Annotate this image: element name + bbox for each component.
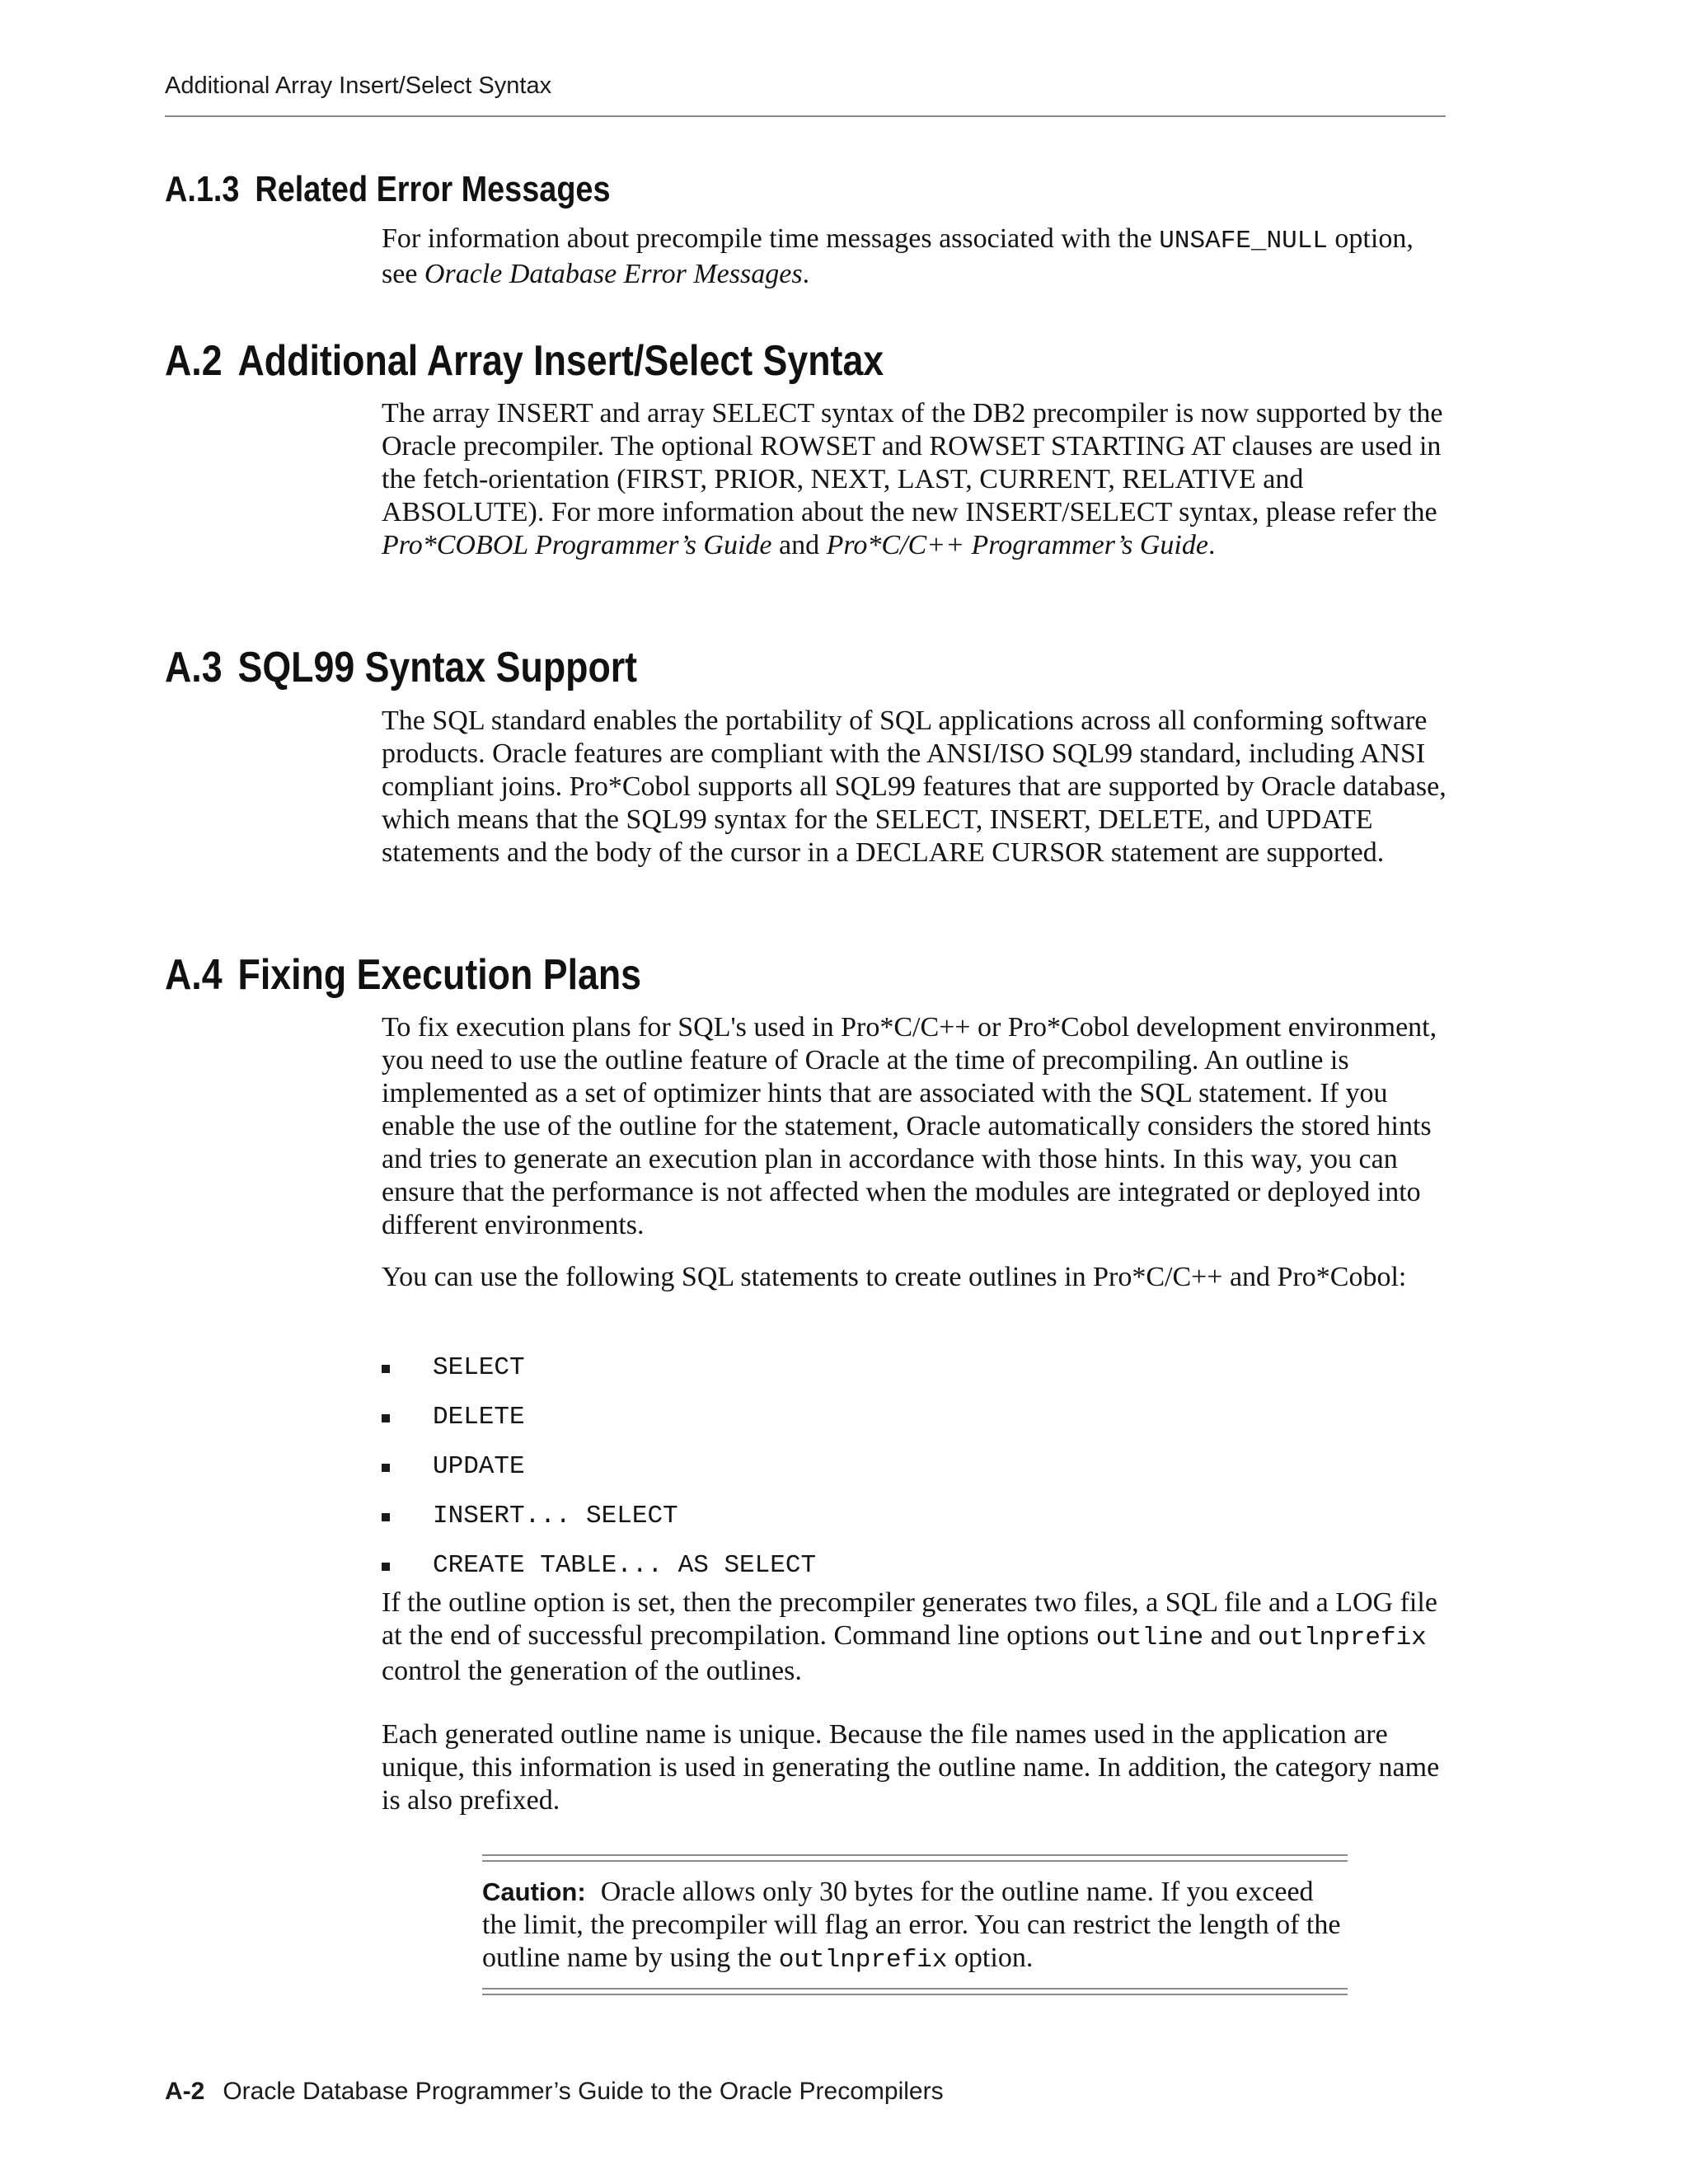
page-footer	[165, 2078, 944, 2106]
a3-body	[382, 705, 1453, 869]
heading-a13	[165, 169, 611, 210]
book-title: Oracle Database Programmer’s Guide to the Oracle Precompilers	[223, 2078, 944, 2105]
statement-text: INSERT... SELECT	[433, 1502, 678, 1530]
text-run: Oracle allows only 30 bytes for the outline name. If you exceed the limit, the precompiler will flag an error. You can restrict the length of the outline name by using the	[482, 1877, 1341, 1973]
text-run: .	[802, 259, 810, 289]
text-run: option, see	[382, 223, 1414, 289]
caution-top-rule-inner	[482, 1860, 1348, 1862]
a4-body-1	[382, 1011, 1453, 1242]
caution-label: Caution:	[482, 1877, 586, 1906]
code-outlnprefix: outlnprefix	[1258, 1624, 1427, 1652]
a4-paragraph-4: Each generated outline name is unique. Because the file names used in the application are unique, this information is used in generating the outline name. In addition, the category name is also prefixed.	[382, 1719, 1440, 1816]
heading-a4	[165, 950, 641, 1000]
bullet-square-icon	[382, 1464, 390, 1472]
ref-procobol-guide: Pro*COBOL Programmer’s Guide	[382, 530, 772, 560]
heading-a4-number: A.4	[165, 951, 223, 999]
a13-body	[382, 223, 1453, 291]
a4-paragraph-3	[382, 1586, 1453, 1688]
heading-a3	[165, 643, 637, 692]
caution-top-rule	[482, 1854, 1348, 1856]
text-run: option.	[947, 1943, 1034, 1973]
a13-paragraph	[382, 223, 1453, 291]
bullet-square-icon	[382, 1365, 390, 1373]
heading-a4-title: Fixing Execution Plans	[237, 951, 642, 999]
code-unsafe-null: UNSAFE_NULL	[1159, 227, 1328, 255]
heading-a13-title: Related Error Messages	[255, 169, 611, 209]
statement-text: SELECT	[433, 1353, 525, 1382]
statement-text: DELETE	[433, 1403, 525, 1432]
bullet-square-icon	[382, 1414, 390, 1422]
bullet-square-icon	[382, 1563, 390, 1571]
ref-error-messages: Oracle Database Error Messages	[424, 259, 803, 289]
caution-bottom-rule	[482, 1994, 1348, 1995]
a4-body-2	[382, 1261, 1453, 1294]
a2-body	[382, 397, 1453, 562]
ref-proc-guide: Pro*C/C++ Programmer’s Guide	[826, 530, 1208, 560]
a3-paragraph: The SQL standard enables the portability of SQL applications across all conforming software products. Oracle features are compliant with the ANSI/ISO SQL99 standard, including ANSI compliant joins. Pro*Cobol supports all SQL99 features that are supported by Oracle database, which means that the SQL99 syntax for the SELECT, INSERT, DELETE, and UPDATE statements and the body of the cursor in a DECLARE CURSOR statement are supported.	[382, 705, 1447, 868]
text-run: The array INSERT and array SELECT syntax of the DB2 precompiler is now supported by the Oracle precompiler. The optional ROWSET and ROWSET STARTING AT clauses are used in the fetch-orientation (FIRST, PRIOR, NEXT, LAST, CURRENT, RELATIVE and ABSOLUTE). For more information about the new INSERT/SELECT syntax, please refer the	[382, 398, 1443, 527]
heading-a2	[165, 336, 884, 386]
a2-paragraph	[382, 397, 1453, 562]
text-run: and	[771, 530, 827, 560]
caution-bottom-rule-inner	[482, 1988, 1348, 1990]
a4-paragraph-1: To fix execution plans for SQL's used in Pro*C/C++ or Pro*Cobol development environment, you need to use the outline feature of Oracle at the time of precompiling. An outline is implemented as a set of optimizer hints that are associated with the SQL statement. If you enable the use of the outline for the statement, Oracle automatically considers the stored hints and tries to generate an execution plan in accordance with those hints. In this way, you can ensure that the performance is not affected when the modules are integrated or deployed into different environments.	[382, 1012, 1437, 1240]
code-outline: outline	[1095, 1624, 1204, 1652]
a4-body-3	[382, 1586, 1453, 1688]
text-run: If the outline option is set, then the precompiler generates two files, a SQL file and a LOG file at the end of successful precompilation. Command line options	[382, 1587, 1437, 1651]
caution-note	[482, 1854, 1348, 1994]
bullet-square-icon	[382, 1513, 390, 1521]
caution-text	[482, 1876, 1348, 1977]
text-run: For information about precompile time messages associated with the	[382, 223, 1160, 254]
heading-a13-number: A.1.3	[165, 169, 240, 209]
heading-a2-number: A.2	[165, 337, 223, 385]
text-run: and	[1203, 1620, 1259, 1651]
a4-body-4	[382, 1718, 1453, 1817]
page-number: A-2	[165, 2078, 205, 2105]
a4-paragraph-2: You can use the following SQL statements to create outlines in Pro*C/C++ and Pro*Cobol:	[382, 1262, 1407, 1292]
statement-text: CREATE TABLE... AS SELECT	[433, 1551, 817, 1580]
heading-a2-title: Additional Array Insert/Select Syntax	[237, 337, 884, 385]
running-header: Additional Array Insert/Select Syntax	[165, 73, 552, 99]
code-outlnprefix-caution: outlnprefix	[778, 1946, 948, 1975]
text-run: control the generation of the outlines.	[382, 1656, 802, 1686]
statement-text: UPDATE	[433, 1452, 525, 1481]
heading-a3-number: A.3	[165, 644, 223, 691]
text-run: .	[1207, 530, 1216, 560]
heading-a3-title: SQL99 Syntax Support	[237, 644, 638, 691]
header-rule	[165, 115, 1446, 117]
